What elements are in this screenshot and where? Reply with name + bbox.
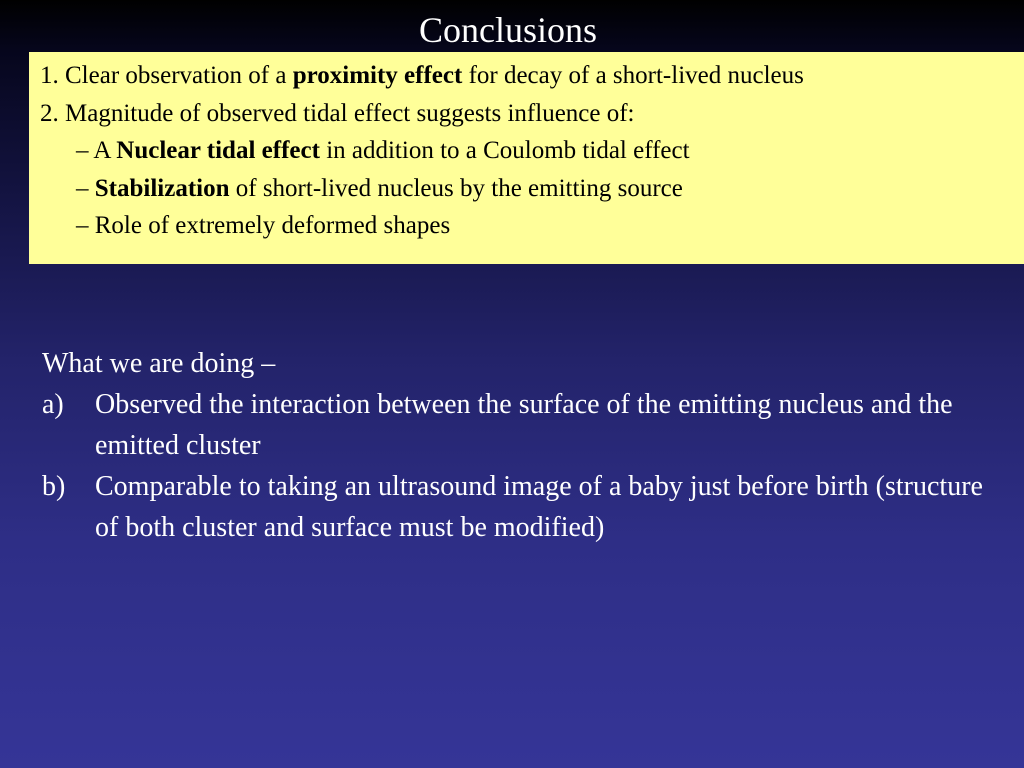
list-marker: a) (42, 389, 64, 420)
conclusion-subitem-deformed-shapes (40, 207, 1024, 245)
conclusion-text: – Role of extremely deformed shapes (76, 212, 451, 239)
conclusion-emphasis: proximity effect (292, 62, 463, 89)
doing-item-b (42, 466, 1002, 548)
conclusion-emphasis: Stabilization (94, 174, 230, 202)
doing-intro: What we are doing – (42, 348, 276, 379)
slide-title: Conclusions (418, 10, 597, 50)
conclusion-text: of short-lived nucleus by the emitting source (229, 174, 683, 202)
what-we-are-doing-section (42, 343, 1002, 548)
conclusion-text: 1. Clear observation of a (40, 62, 293, 89)
conclusion-text: in addition to a Coulomb tidal effect (319, 137, 690, 164)
conclusion-text: 2. Magnitude of observed tidal effect suggests influence of: (40, 99, 635, 127)
list-marker: b) (42, 471, 66, 502)
conclusions-box (29, 52, 1024, 264)
conclusion-subitem-stabilization (40, 170, 1024, 208)
conclusion-text: – (76, 174, 95, 202)
conclusion-emphasis: Nuclear tidal effect (116, 137, 320, 164)
conclusion-subitem-nuclear-tidal (40, 132, 1024, 170)
doing-item-text: Comparable to taking an ultrasound image of a baby just before birth (structure of both cluster and surface must be modified) (95, 471, 983, 543)
conclusion-item-proximity-effect (40, 57, 1024, 95)
conclusion-item-tidal-magnitude (40, 95, 1024, 133)
doing-item-text: Observed the interaction between the surface of the emitting nucleus and the emitted cluster (95, 389, 953, 461)
doing-item-a (42, 384, 1002, 466)
conclusion-text: for decay of a short-lived nucleus (462, 62, 804, 89)
conclusion-text: – A (76, 137, 117, 164)
